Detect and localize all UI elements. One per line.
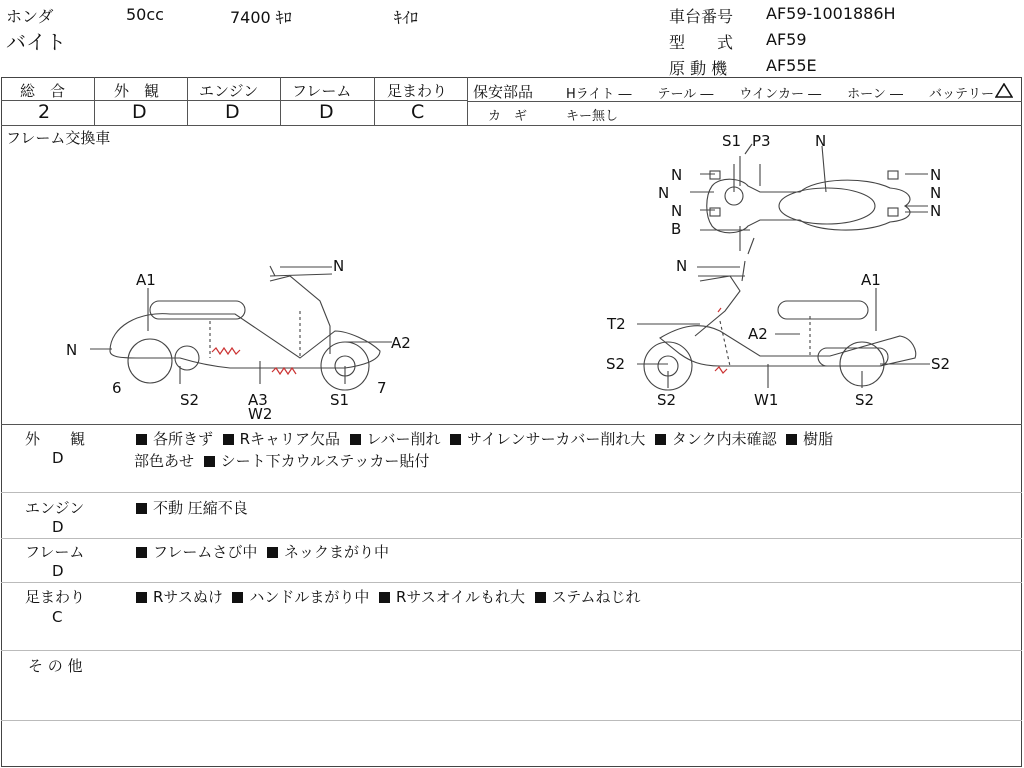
diagram-label: N [676,257,688,275]
engine-label: 原 動 機 [669,59,728,78]
diagram-label: N [671,166,683,184]
remarks-top-line [1,424,1022,425]
damage-mark-right-2 [718,308,721,312]
displacement: 50cc [126,5,164,24]
diagram-label: N [930,184,942,202]
remark-exterior-items: 各所きず Rキャリア欠品 レバー削れ サイレンサーカバー削れ大 タンク内未確認 樹脂 [136,428,833,449]
diagram-label: W2 [248,405,273,423]
grade-frame-label: フレーム [292,82,352,100]
remarks-divider [1,720,1022,721]
diagram-label: N [658,184,670,202]
remark-suspension-label: 足まわり [25,588,86,606]
diagram-label: S2 [931,355,951,373]
frame-no: AF59-1001886H [766,4,896,23]
diagram-label: T2 [607,315,626,333]
remark-frame-grade: D [52,562,64,580]
color: ｷｲﾛ [394,8,419,27]
remark-engine-grade: D [52,518,64,536]
grade-col-line [467,77,468,125]
damage-mark-left-2 [272,368,296,374]
diagram-label: A3 [248,391,268,409]
engine-value: AF55E [766,56,817,75]
diagram-label: N [333,257,345,275]
remark-frame-items: フレームさび中 ネックまがり中 [136,541,389,562]
diagram-label: N [66,341,78,359]
grade-col-line [187,77,188,125]
model-name: バイト [6,30,66,54]
diagram-label: A1 [136,271,156,289]
remark-exterior-label: 外 観 [25,430,86,448]
diagram-label: S2 [855,391,875,409]
grade-col-line [374,77,375,125]
frame-no-label: 車台番号 [669,7,734,26]
grade-overall-label: 総 合 [20,82,66,100]
grade-exterior-value: D [132,101,147,123]
diagram-label: N [671,202,683,220]
type-label: 型 式 [669,33,734,52]
remark-engine-items: 不動 圧縮不良 [136,497,248,518]
grade-frame-value: D [319,101,334,123]
damage-mark-right [715,367,727,373]
grade-suspension-value: C [411,101,425,123]
grade-overall-value: 2 [38,101,51,123]
key-label: カ ギ [488,109,528,124]
diagram-label: A2 [748,325,768,343]
type-value: AF59 [766,30,807,49]
safety-label: 保安部品 [473,83,534,101]
grade-suspension-label: 足まわり [387,82,448,100]
remarks-divider [1,492,1022,493]
diagram-label: W1 [754,391,779,409]
remark-engine-label: エンジン [25,499,85,517]
scooter-diagram [0,126,1022,424]
diagram-label: 6 [112,379,122,397]
diagram-note: フレーム交換車 [6,129,111,147]
remark-exterior-items-cont: 部色あせ シート下カウルステッカー貼付 [134,452,430,470]
grade-engine-label: エンジン [199,82,259,100]
remarks-divider [1,582,1022,583]
diagram-label: N [815,132,827,150]
damage-mark-left [212,348,240,354]
diagram-label: N [930,166,942,184]
diagram-label: S1 [722,132,742,150]
diagram-label: N [930,202,942,220]
diagram-label: P3 [752,132,771,150]
remarks-divider [1,650,1022,651]
safety-items: Hライト ― テール ― ウインカー ― ホーン ― バッテリー [566,87,995,102]
diagram-label: S2 [657,391,677,409]
diagram-label: S1 [330,391,350,409]
diagram-label: A2 [391,334,411,352]
remark-suspension-items: Rサスぬけ ハンドルまがり中 Rサスオイルもれ大 ステムねじれ [136,586,641,607]
grade-exterior-label: 外 観 [114,82,160,100]
grade-col-line [94,77,95,125]
remark-other-label: そ の 他 [28,657,83,675]
remark-suspension-grade: C [52,608,63,626]
remark-exterior-grade: D [52,449,64,467]
diagram-label: S2 [180,391,200,409]
diagram-label: S2 [606,355,626,373]
diagram-label: B [671,220,682,238]
grade-col-line [280,77,281,125]
grade-engine-value: D [225,101,240,123]
mileage: 7400 ｷﾛ [230,8,292,27]
key-value: キー無し [566,109,619,124]
remarks-divider [1,538,1022,539]
warning-triangle-icon [995,83,1013,98]
diagram-label: 7 [377,379,387,397]
remark-frame-label: フレーム [25,543,85,561]
diagram-label: A1 [861,271,881,289]
scooter-top-view [707,144,910,254]
maker: ホンダ [6,7,54,26]
